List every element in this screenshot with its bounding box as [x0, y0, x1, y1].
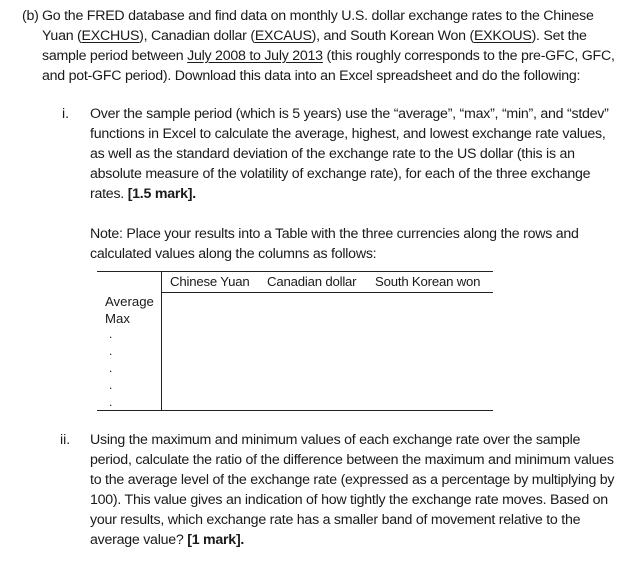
text-segment: and pot-GFC period). Download this data into an Excel spreadsheet and do the following: — [42, 68, 581, 84]
text-line — [90, 244, 579, 264]
text-segment: Yuan ( — [42, 28, 82, 44]
item-ii-numeral: ii. — [60, 432, 71, 448]
text-line — [42, 66, 615, 86]
text-line — [90, 144, 609, 164]
text-line — [90, 490, 614, 510]
text-line — [90, 510, 614, 530]
part-b-label: (b) — [22, 8, 39, 24]
text-line — [90, 184, 609, 204]
text-line — [90, 530, 614, 550]
table-header-rule — [161, 292, 493, 293]
text-segment: Note: Place your results into a Table with the three currencies along the rows and — [90, 226, 579, 242]
item-i-numeral: i. — [62, 106, 70, 122]
row-label-max: Max — [105, 311, 130, 326]
results-table — [97, 271, 493, 412]
text-segment: absolute measure of the volatility of exchange rate), for each of the three exchange — [90, 166, 591, 182]
text-segment: Using the maximum and minimum values of each exchange rate over the sample — [90, 432, 581, 448]
text-line — [42, 46, 615, 66]
text-segment: to the average level of the exchange rate (expressed as a percentage by multiplying by — [90, 472, 615, 488]
text-segment: sample period between — [42, 48, 188, 64]
text-line — [90, 124, 609, 144]
text-segment: calculated values along the columns as follows: — [90, 246, 377, 262]
text-segment: average value? — [90, 532, 188, 548]
text-line — [90, 470, 614, 490]
text-segment: ), Canadian dollar ( — [139, 28, 255, 44]
underlined-term: EXKOUS — [473, 28, 532, 44]
text-segment: 100). This value gives an indication of how tightly the exchange rate moves. Based on — [90, 492, 608, 508]
text-line — [90, 104, 609, 124]
text-segment: functions in Excel to calculate the average, highest, and lowest exchange rate values, — [90, 126, 606, 142]
text-segment: period, calculate the ratio of the difference between the maximum and minimum values — [90, 452, 614, 468]
table-bottom-rule — [97, 410, 493, 411]
text-line — [90, 164, 609, 184]
text-line — [90, 224, 579, 244]
underlined-term: July 2008 to July 2013 — [187, 48, 323, 64]
column-header-south-korean-won: South Korean won — [375, 274, 481, 289]
text-segment: Go the FRED database and find data on monthly U.S. dollar exchange rates to the Chinese — [42, 8, 594, 24]
row-continuation-dot: . — [109, 378, 113, 392]
text-segment: (this roughly corresponds to the pre-GFC, GFC, — [322, 48, 615, 64]
text-segment: rates. — [90, 186, 128, 202]
item-i-text — [90, 104, 609, 204]
item-ii-text — [90, 430, 614, 550]
text-line — [90, 430, 614, 450]
underlined-term: EXCAUS — [254, 28, 312, 44]
text-line — [42, 26, 615, 46]
row-continuation-dot: . — [109, 395, 113, 409]
table-top-rule — [97, 271, 493, 272]
underlined-term: EXCHUS — [81, 28, 140, 44]
text-segment: Over the sample period (which is 5 years) use the “average”, “max”, “min”, and “stdev” — [90, 106, 609, 122]
text-line — [90, 450, 614, 470]
mark-allocation: [1.5 mark]. — [127, 186, 196, 202]
text-segment: ), and South Korean Won ( — [311, 28, 474, 44]
row-continuation-dot: . — [109, 344, 113, 358]
text-segment: as well as the standard deviation of the exchange rate to the US dollar (this is an — [90, 146, 575, 162]
part-b-text — [42, 6, 615, 86]
mark-allocation: [1 mark]. — [187, 532, 245, 548]
column-header-canadian-dollar: Canadian dollar — [267, 274, 357, 289]
row-continuation-dot: . — [109, 361, 113, 375]
text-line — [42, 6, 615, 26]
text-segment: ). Set the — [531, 28, 587, 44]
row-continuation-dot: . — [109, 327, 113, 341]
text-segment: your results, which exchange rate has a smaller band of movement relative to the — [90, 512, 581, 528]
column-header-chinese-yuan: Chinese Yuan — [170, 274, 250, 289]
note-text — [90, 224, 579, 264]
row-label-average: Average — [105, 294, 154, 309]
